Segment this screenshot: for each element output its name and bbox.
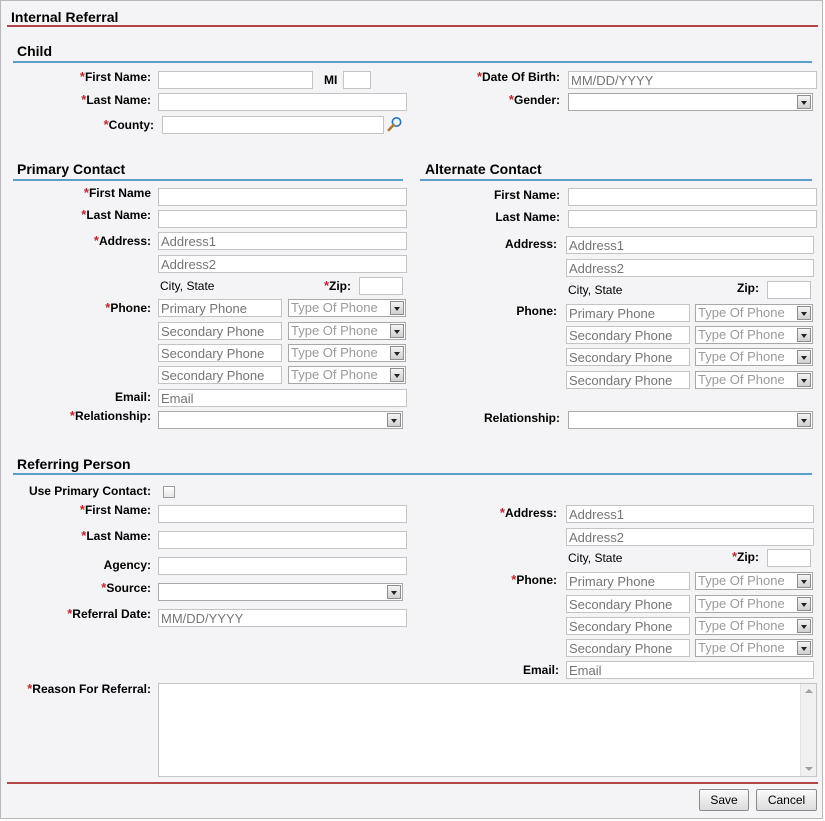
required-marker: * <box>511 572 517 587</box>
primary-city-state: City, State <box>160 279 215 293</box>
alternate-first-name-input[interactable] <box>568 188 817 206</box>
required-marker: * <box>79 69 85 84</box>
child-section-divider <box>13 61 812 63</box>
required-marker: * <box>93 233 99 248</box>
alternate-contact-divider <box>420 179 812 181</box>
primary-phone-input[interactable] <box>158 366 282 384</box>
alternate-phone-label: Phone: <box>516 304 557 318</box>
chevron-down-icon <box>797 597 811 611</box>
child-gender-label: *Gender: <box>508 92 560 107</box>
use-primary-contact-label: Use Primary Contact: <box>28 484 151 498</box>
alternate-phone-type-select[interactable]: Type Of Phone <box>695 304 813 322</box>
referring-phone-type-select[interactable]: Type Of Phone <box>695 639 813 657</box>
primary-phone-input[interactable] <box>158 344 282 362</box>
child-last-name-input[interactable] <box>158 93 407 111</box>
alternate-phone-input[interactable] <box>566 348 690 366</box>
primary-phone-type-select[interactable]: Type Of Phone <box>288 344 406 362</box>
required-marker: * <box>81 207 87 222</box>
primary-last-name-label: *Last Name: <box>81 207 151 222</box>
chevron-down-icon <box>797 574 811 588</box>
alternate-address1-input[interactable] <box>566 236 814 254</box>
child-last-name-label: *Last Name: <box>81 92 151 107</box>
child-dob-label: *Date Of Birth: <box>476 69 560 84</box>
child-section-title: Child <box>17 43 52 59</box>
magnifier-icon-graphic <box>387 116 403 132</box>
required-marker: * <box>508 92 514 107</box>
alternate-phone-input[interactable] <box>566 371 690 389</box>
required-marker: * <box>476 69 482 84</box>
primary-phone-type-select[interactable]: Type Of Phone <box>288 366 406 384</box>
required-marker: * <box>67 606 73 621</box>
required-marker: * <box>27 681 33 696</box>
chevron-down-icon <box>390 301 404 315</box>
alternate-phone-type-select[interactable]: Type Of Phone <box>695 348 813 366</box>
primary-email-input[interactable] <box>158 389 407 407</box>
referral-date-input[interactable] <box>158 609 407 627</box>
referring-phone-label: *Phone: <box>511 572 557 587</box>
referring-address1-input[interactable] <box>566 505 814 523</box>
chevron-down-icon <box>797 350 811 364</box>
referring-phone-type-select[interactable]: Type Of Phone <box>695 572 813 590</box>
dialog-title: Internal Referral <box>11 9 119 25</box>
primary-phone-type-select[interactable]: Type Of Phone <box>288 299 406 317</box>
chevron-down-icon <box>797 619 811 633</box>
primary-phone-label: *Phone: <box>105 300 151 315</box>
referring-email-input[interactable] <box>566 661 814 679</box>
referring-last-name-input[interactable] <box>158 531 407 549</box>
alternate-address-label: Address: <box>504 237 557 251</box>
footer-divider <box>7 782 818 784</box>
alternate-contact-section-title: Alternate Contact <box>425 161 542 177</box>
required-marker: * <box>105 300 111 315</box>
referring-person-divider <box>13 473 812 475</box>
referring-last-name-label: *Last Name: <box>81 528 151 543</box>
alternate-relationship-select[interactable] <box>568 411 813 429</box>
primary-contact-section-title: Primary Contact <box>17 161 126 177</box>
primary-contact-divider <box>13 179 403 181</box>
scroll-up-icon[interactable] <box>805 689 813 693</box>
alternate-relationship-label: Relationship: <box>483 411 560 425</box>
referring-person-section-title: Referring Person <box>17 456 131 472</box>
reason-for-referral-label: *Reason For Referral: <box>27 681 151 696</box>
referring-phone-input[interactable] <box>566 595 690 613</box>
primary-first-name-label: *First Name <box>83 185 151 200</box>
title-divider <box>7 25 818 27</box>
alternate-phone-input[interactable] <box>566 304 690 322</box>
magnifier-icon[interactable] <box>387 116 403 132</box>
required-marker: * <box>731 549 737 564</box>
chevron-down-icon <box>797 95 811 109</box>
required-marker: * <box>103 117 109 132</box>
referral-date-label: *Referral Date: <box>67 606 151 621</box>
referring-first-name-label: *First Name: <box>79 502 151 517</box>
alternate-address2-input[interactable] <box>566 259 814 277</box>
alternate-zip-label: Zip: <box>737 281 759 295</box>
referring-phone-type-select[interactable]: Type Of Phone <box>695 617 813 635</box>
required-marker: * <box>499 505 505 520</box>
primary-email-label: Email: <box>114 390 151 404</box>
referring-city-state: City, State <box>568 551 623 565</box>
child-first-name-label: *First Name: <box>79 69 151 84</box>
primary-zip-input[interactable] <box>359 277 403 295</box>
primary-address-label: *Address: <box>93 233 151 248</box>
alternate-first-name-label: First Name: <box>493 188 560 202</box>
alternate-last-name-label: Last Name: <box>495 210 560 224</box>
child-county-input[interactable] <box>162 116 384 134</box>
referring-source-select[interactable] <box>158 583 403 601</box>
use-primary-contact-checkbox[interactable] <box>163 486 175 498</box>
child-gender-select[interactable] <box>568 93 813 111</box>
referring-phone-input[interactable] <box>566 617 690 635</box>
primary-relationship-select[interactable] <box>158 411 403 429</box>
referring-phone-input[interactable] <box>566 639 690 657</box>
referring-agency-label: Agency: <box>103 558 151 572</box>
primary-address1-input[interactable] <box>158 232 407 250</box>
chevron-down-icon <box>390 324 404 338</box>
primary-address2-input[interactable] <box>158 255 407 273</box>
alternate-city-state: City, State <box>568 283 623 297</box>
chevron-down-icon <box>390 368 404 382</box>
child-first-name-input[interactable] <box>158 71 313 89</box>
required-marker: * <box>323 278 329 293</box>
primary-relationship-label: *Relationship: <box>69 408 151 423</box>
primary-last-name-input[interactable] <box>158 210 407 228</box>
referring-zip-input[interactable] <box>767 549 811 567</box>
chevron-down-icon <box>797 328 811 342</box>
primary-first-name-input[interactable] <box>158 188 407 206</box>
primary-phone-input[interactable] <box>158 299 282 317</box>
required-marker: * <box>69 408 75 423</box>
required-marker: * <box>81 92 87 107</box>
primary-phone-input[interactable] <box>158 322 282 340</box>
referring-email-label: Email: <box>522 663 559 677</box>
referring-zip-label: *Zip: <box>731 549 759 564</box>
alternate-last-name-input[interactable] <box>568 210 817 228</box>
chevron-down-icon <box>797 373 811 387</box>
referring-source-label: *Source: <box>101 580 151 595</box>
required-marker: * <box>101 580 107 595</box>
primary-phone-type-select[interactable]: Type Of Phone <box>288 322 406 340</box>
chevron-down-icon <box>797 306 811 320</box>
required-marker: * <box>81 528 87 543</box>
scroll-down-icon[interactable] <box>805 767 813 771</box>
chevron-down-icon <box>797 413 811 427</box>
referring-first-name-input[interactable] <box>158 505 407 523</box>
chevron-down-icon <box>797 641 811 655</box>
alternate-phone-type-select[interactable]: Type Of Phone <box>695 326 813 344</box>
primary-zip-label: *Zip: <box>323 278 351 293</box>
cancel-button[interactable]: Cancel <box>756 789 817 811</box>
referring-address-label: *Address: <box>499 505 557 520</box>
referring-phone-type-select[interactable]: Type Of Phone <box>695 595 813 613</box>
required-marker: * <box>83 185 89 200</box>
alternate-zip-input[interactable] <box>767 281 811 299</box>
textarea-scrollbar[interactable] <box>800 684 816 776</box>
required-marker: * <box>79 502 85 517</box>
referring-agency-input[interactable] <box>158 557 407 575</box>
referring-address2-input[interactable] <box>566 528 814 546</box>
child-dob-input[interactable] <box>568 71 817 89</box>
chevron-down-icon <box>390 346 404 360</box>
child-mi-input[interactable] <box>343 71 371 89</box>
chevron-down-icon <box>387 585 401 599</box>
alternate-phone-type-select[interactable]: Type Of Phone <box>695 371 813 389</box>
chevron-down-icon <box>387 413 401 427</box>
reason-for-referral-textarea[interactable] <box>158 683 817 777</box>
alternate-phone-input[interactable] <box>566 326 690 344</box>
child-mi-label: MI <box>324 73 338 87</box>
save-button[interactable]: Save <box>699 789 749 811</box>
child-county-label: *County: <box>103 117 154 132</box>
referring-phone-input[interactable] <box>566 572 690 590</box>
